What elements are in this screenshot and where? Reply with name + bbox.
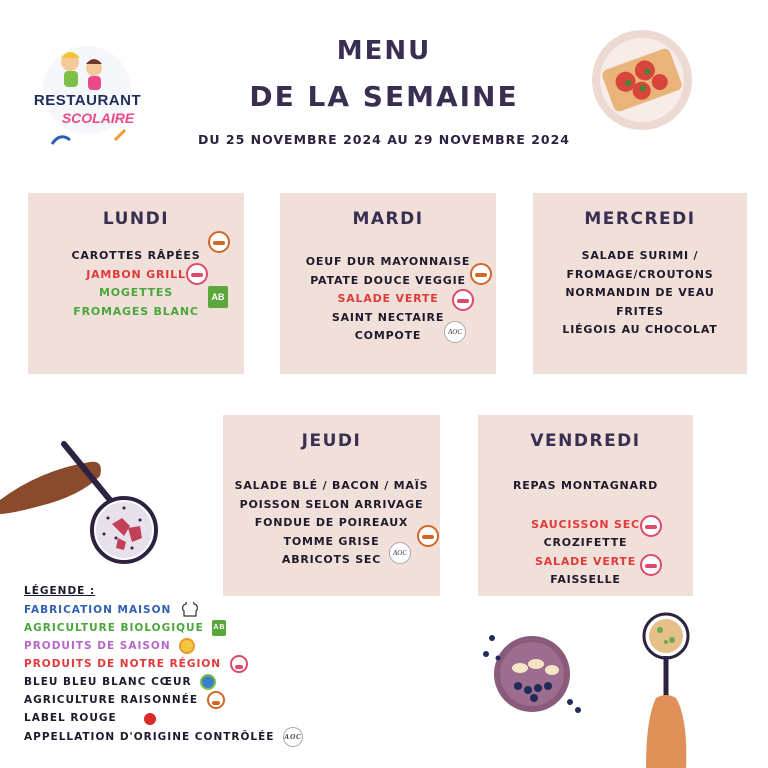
day-label-lundi: LUNDI — [102, 209, 170, 229]
aoc-icon: AOC — [444, 321, 466, 343]
page-title-semaine: DE LA SEMAINE — [249, 80, 519, 113]
card-lundi — [28, 193, 244, 374]
season-icon — [179, 638, 195, 654]
menu-item: SALADE SURIMI / — [581, 249, 699, 262]
legend-item-label-rouge — [24, 709, 303, 727]
menu-item: FRITES — [616, 304, 664, 318]
legend-item-agriculture-raisonnee — [24, 691, 303, 709]
day-label-vendredi: VENDREDI — [530, 431, 641, 451]
raisonnee-icon — [207, 691, 225, 709]
day-label-mercredi: MERCREDI — [584, 209, 696, 229]
aoc-icon: AOC — [283, 727, 303, 747]
hand-spoon-bowl-icon — [0, 438, 180, 568]
legend-item-agriculture-biologique — [24, 619, 303, 637]
menu-item: POISSON SELON ARRIVAGE — [239, 497, 424, 511]
menu-item: PATATE DOUCE VEGGIE — [310, 273, 466, 287]
menu-item: SAUCISSON SEC — [531, 517, 640, 531]
card-mercredi — [533, 193, 747, 374]
legend-label: PRODUITS DE SAISON — [24, 640, 171, 652]
menu-item: REPAS MONTAGNARD — [512, 479, 659, 492]
raisonnee-icon — [470, 263, 492, 285]
menu-item: FONDUE DE POIREAUX — [254, 516, 409, 529]
label-rouge-icon — [139, 709, 159, 727]
region-icon — [640, 515, 662, 537]
acai-bowl-icon — [478, 628, 588, 718]
card-vendredi — [478, 415, 693, 596]
hand-fork-icon — [620, 612, 700, 768]
legend-label: APPELLATION D'ORIGINE CONTRÔLÉE — [24, 731, 275, 743]
day-label-jeudi: JEUDI — [301, 431, 362, 451]
menu-item: TOMME GRISE — [283, 534, 380, 548]
logo-text-restaurant: RESTAURANT — [33, 92, 142, 109]
bleu-blanc-coeur-icon — [200, 674, 216, 690]
legend-label: BLEU BLEU BLANC CŒUR — [24, 676, 192, 688]
legend-label: AGRICULTURE BIOLOGIQUE — [24, 622, 204, 634]
legend-item-bleu-blanc-coeur — [24, 673, 303, 691]
legend-item-fabrication-maison — [24, 601, 303, 619]
menu-item: FROMAGE/CROUTONS — [566, 267, 714, 281]
menu-item: CROZIFETTE — [543, 536, 628, 549]
logo-text-scolaire: SCOLAIRE — [61, 110, 135, 126]
menu-item: COMPOTE — [354, 329, 422, 342]
menu-item: SALADE VERTE — [337, 292, 439, 305]
card-jeudi — [223, 415, 440, 596]
raisonnee-icon — [417, 525, 439, 547]
raisonnee-icon — [208, 231, 230, 253]
legend-label: FABRICATION MAISON — [24, 604, 172, 616]
menu-item: OEUF DUR MAYONNAISE — [305, 255, 471, 268]
legend-title: LÉGENDE : — [24, 585, 96, 597]
legend-item-produits-de-notre-region — [24, 655, 303, 673]
menu-item: ABRICOTS SEC — [281, 553, 382, 566]
legend-label: PRODUITS DE NOTRE RÉGION — [24, 658, 222, 670]
menu-item: SAINT NECTAIRE — [331, 310, 445, 324]
legend-item-produits-de-saison — [24, 637, 303, 655]
aoc-icon: AOC — [389, 542, 411, 564]
menu-item: NORMANDIN DE VEAU — [565, 286, 715, 299]
page-title-menu: MENU — [336, 36, 432, 66]
menu-item: FROMAGES BLANC — [73, 304, 199, 318]
week-dates: DU 25 NOVEMBRE 2024 AU 29 NOVEMBRE 2024 — [198, 132, 570, 147]
legend — [24, 585, 303, 745]
menu-item: MOGETTES — [99, 286, 173, 299]
legend-label: AGRICULTURE RAISONNÉE — [24, 694, 199, 706]
menu-item: LIÉGOIS AU CHOCOLAT — [562, 323, 718, 336]
region-icon — [186, 263, 208, 285]
region-icon — [230, 655, 248, 673]
legend-item-aoc — [24, 727, 303, 745]
region-icon — [640, 554, 662, 576]
legend-label: LABEL ROUGE — [24, 712, 117, 724]
ab-bio-icon: AB — [212, 620, 226, 636]
region-icon — [452, 289, 474, 311]
menu-item: CAROTTES RÂPÉES — [71, 249, 201, 262]
menu-item: SALADE VERTE — [534, 554, 637, 568]
card-mardi — [280, 193, 496, 374]
ab-bio-icon: AB — [208, 286, 228, 308]
menu-item: JAMBON GRILL — [86, 267, 186, 281]
menu-item: FAISSELLE — [550, 573, 621, 586]
day-label-mardi: MARDI — [352, 209, 424, 229]
chef-hat-icon — [180, 602, 200, 618]
menu-item: SALADE BLÉ / BACON / MAÏS — [234, 479, 429, 492]
bruschetta-plate-icon — [590, 28, 694, 132]
